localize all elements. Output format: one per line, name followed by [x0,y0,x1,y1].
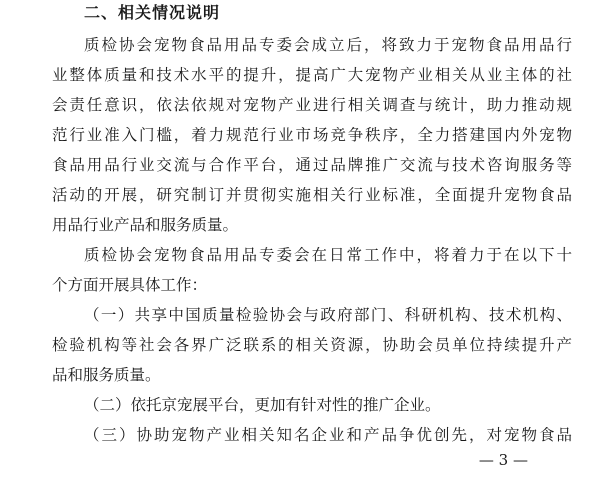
page-number: — 3 — [478,451,528,469]
paragraph-3-line-3: 品和服务质量。 [52,366,161,384]
paragraph-1-line-4: 范行业准入门槛，着力规范行业市场竞争秩序，全力搭建国内外宠物 [52,126,572,144]
paragraph-1-line-2: 业整体质量和技术水平的提升，提高广大宠物产业相关从业主体的社 [52,66,572,84]
paragraph-1-line-1: 质检协会宠物食品用品专委会成立后，将致力于宠物食品用品行 [84,36,572,54]
paragraph-3-line-2: 检验机构等社会各界广泛联系的相关资源，协助会员单位持续提升产 [52,336,572,354]
paragraph-3-line-1: （一）共享中国质量检验协会与政府部门、科研机构、技术机构、 [84,306,572,324]
paragraph-1-line-6: 活动的开展，研究制订并贯彻实施相关行业标准，全面提升宠物食品 [52,186,572,204]
paragraph-1-line-7: 用品行业产品和服务质量。 [52,216,239,234]
section-heading: 二、相关情况说明 [84,3,221,22]
paragraph-1-line-3: 会责任意识，依法依规对宠物产业进行相关调查与统计，助力推动规 [52,96,572,114]
paragraph-5-line-1: （三）协助宠物产业相关知名企业和产品争优创先，对宠物食品 [84,426,572,444]
paragraph-4-line-1: （二）依托京宠展平台，更加有针对性的推广企业。 [84,396,441,414]
paragraph-2-line-1: 质检协会宠物食品用品专委会在日常工作中，将着力于在以下十 [84,246,572,264]
paragraph-1-line-5: 食品用品行业交流与合作平台，通过品牌推广交流与技术咨询服务等 [52,156,572,174]
paragraph-2-line-2: 个方面开展具体工作： [52,276,208,294]
